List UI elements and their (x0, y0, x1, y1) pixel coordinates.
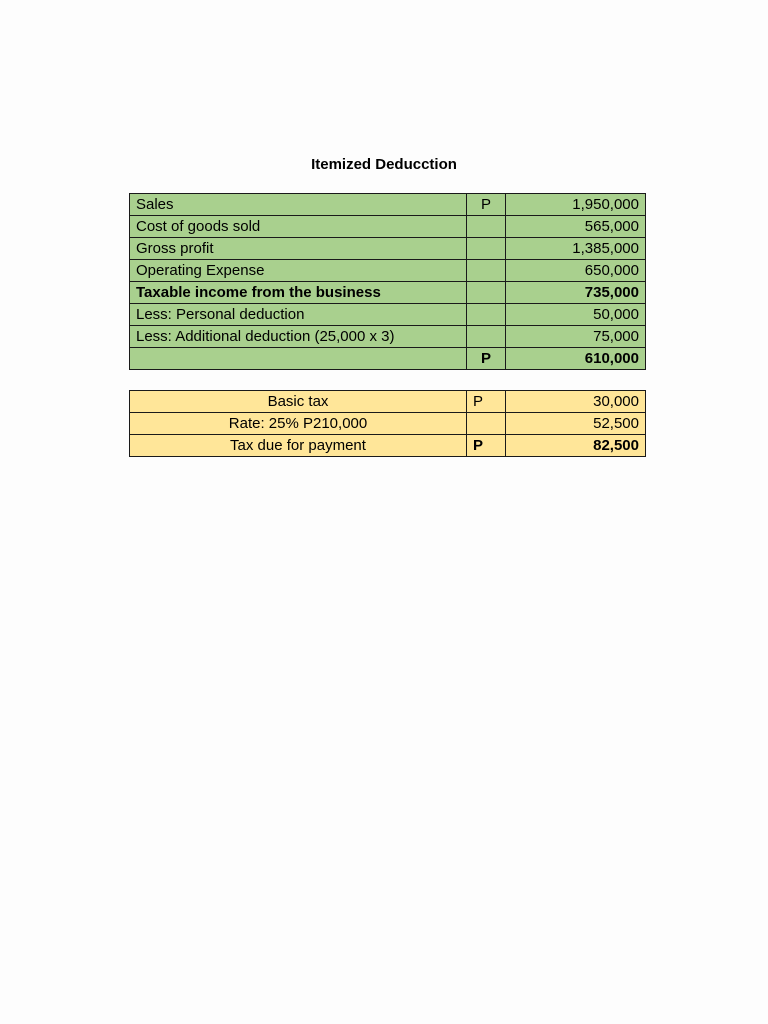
row-label[interactable]: Cost of goods sold (130, 216, 467, 238)
currency-cell[interactable] (467, 282, 506, 304)
row-label[interactable]: Less: Additional deduction (25,000 x 3) (130, 326, 467, 348)
currency-cell[interactable] (467, 326, 506, 348)
currency-cell[interactable]: P (467, 348, 506, 370)
currency-cell[interactable] (467, 413, 506, 435)
amount-cell[interactable]: 650,000 (506, 260, 646, 282)
currency-cell[interactable]: P (467, 391, 506, 413)
amount-cell[interactable]: 50,000 (506, 304, 646, 326)
table-row-tax-due (130, 435, 646, 457)
amount-cell[interactable]: 75,000 (506, 326, 646, 348)
table-row (130, 304, 646, 326)
amount-cell[interactable]: 565,000 (506, 216, 646, 238)
currency-cell[interactable] (467, 216, 506, 238)
document-title: Itemized Deducction (311, 156, 457, 173)
amount-cell[interactable]: 735,000 (506, 282, 646, 304)
row-label[interactable]: Less: Personal deduction (130, 304, 467, 326)
row-label[interactable]: Tax due for payment (130, 435, 467, 457)
table-row (130, 391, 646, 413)
table-row (130, 413, 646, 435)
amount-cell[interactable]: 1,950,000 (506, 194, 646, 216)
currency-cell[interactable] (467, 304, 506, 326)
currency-cell[interactable] (467, 260, 506, 282)
table-row (130, 238, 646, 260)
amount-cell[interactable]: 610,000 (506, 348, 646, 370)
row-label[interactable]: Taxable income from the business (130, 282, 467, 304)
amount-cell[interactable]: 52,500 (506, 413, 646, 435)
row-label[interactable]: Basic tax (130, 391, 467, 413)
currency-cell[interactable]: P (467, 435, 506, 457)
currency-cell[interactable]: P (467, 194, 506, 216)
tax-table (129, 390, 646, 457)
amount-cell[interactable]: 1,385,000 (506, 238, 646, 260)
income-table (129, 193, 646, 370)
amount-cell[interactable]: 30,000 (506, 391, 646, 413)
table-row (130, 260, 646, 282)
table-row (130, 326, 646, 348)
table-row-total (130, 348, 646, 370)
table-row (130, 194, 646, 216)
table-row (130, 216, 646, 238)
currency-cell[interactable] (467, 238, 506, 260)
table-row-taxable-income (130, 282, 646, 304)
row-label[interactable]: Rate: 25% P210,000 (130, 413, 467, 435)
row-label[interactable]: Sales (130, 194, 467, 216)
row-label[interactable] (130, 348, 467, 370)
amount-cell[interactable]: 82,500 (506, 435, 646, 457)
row-label[interactable]: Operating Expense (130, 260, 467, 282)
row-label[interactable]: Gross profit (130, 238, 467, 260)
